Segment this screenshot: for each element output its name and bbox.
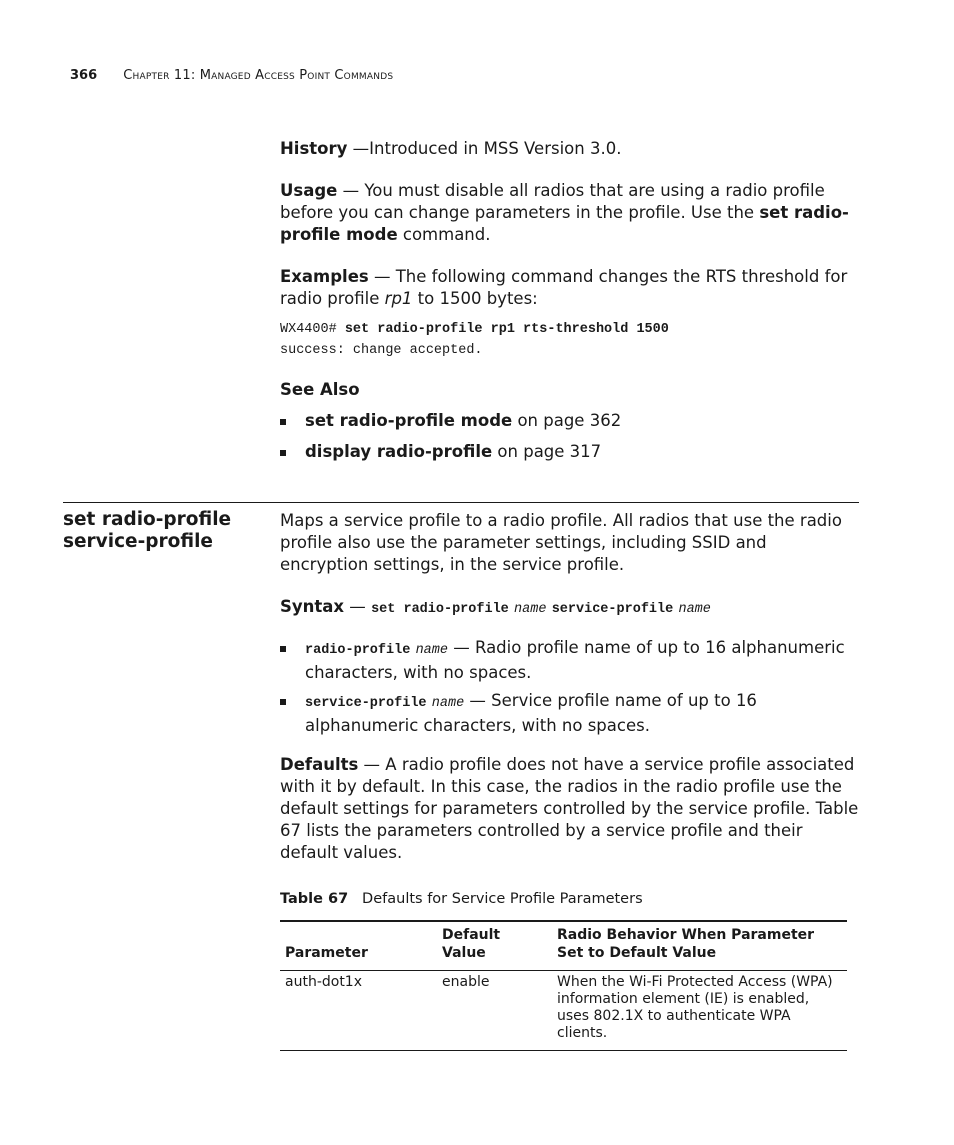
history-label: History xyxy=(280,139,348,158)
param-keyword: radio-profile xyxy=(305,643,411,658)
column-header: Default Value xyxy=(437,921,552,971)
syntax-dash: — xyxy=(344,597,372,616)
column-header: Parameter xyxy=(280,921,437,971)
syntax-argument: name xyxy=(678,602,711,617)
history-text: —Introduced in MSS Version 3.0. xyxy=(347,139,622,158)
table-caption-label: Table 67 xyxy=(280,891,349,907)
table-caption-text: Defaults for Service Profile Parameters xyxy=(362,891,643,907)
defaults-text: — A radio profile does not have a service profile associated with it by default. In this case, the radios in the radio profile use the default settings for parameters controlled by the service profile. Table 67 lists the parameters controlled by a service profile and their default values. xyxy=(280,755,859,862)
see-also-item xyxy=(280,441,860,463)
defaults-table xyxy=(280,920,847,1051)
section-heading-line1: set radio-profile xyxy=(63,509,232,530)
param-item xyxy=(280,637,860,684)
see-also-link[interactable]: set radio-profile mode xyxy=(305,411,513,430)
usage-command: set radio-profile mode xyxy=(280,203,849,244)
examples-text-before: — The following command changes the RTS threshold for radio profile xyxy=(280,267,848,308)
param-keyword: service-profile xyxy=(305,696,427,711)
syntax-label: Syntax xyxy=(280,597,345,616)
section-heading-line2: service-profile xyxy=(63,531,213,552)
examples-label: Examples xyxy=(280,267,369,286)
bullet-icon xyxy=(280,419,286,425)
see-also-heading: See Also xyxy=(280,380,360,399)
syntax-argument: name xyxy=(514,602,547,617)
table-header-row xyxy=(280,921,847,971)
defaults-paragraph xyxy=(280,754,860,864)
usage-label: Usage xyxy=(280,181,338,200)
example-code-block xyxy=(280,319,669,361)
section-description: Maps a service profile to a radio profile. All radios that use the radio profile also use the parameter settings, including SSID and encryption settings, in the service profile. xyxy=(280,511,842,574)
param-item xyxy=(280,690,860,737)
syntax-keyword: service-profile xyxy=(551,602,674,617)
see-also-item xyxy=(280,410,860,432)
param-description: — Service profile name of up to 16 alphanumeric characters, with no spaces. xyxy=(305,691,757,735)
code-prompt: WX4400# xyxy=(280,322,345,337)
table-caption xyxy=(280,891,643,907)
table-cell: enable xyxy=(437,971,552,1051)
table-cell: When the Wi-Fi Protected Access (WPA) information element (IE) is enabled, uses 802.1X to authenticate WPA clients. xyxy=(552,971,847,1051)
code-output: success: change accepted. xyxy=(280,343,483,358)
examples-italic: rp1 xyxy=(384,289,413,308)
column-header: Radio Behavior When Parameter Set to Default Value xyxy=(552,921,847,971)
table-cell: auth-dot1x xyxy=(280,971,437,1051)
param-argument: name xyxy=(415,643,448,658)
see-also-page: on page 362 xyxy=(512,411,622,430)
usage-text-after: command. xyxy=(397,225,491,244)
see-also-link[interactable]: display radio-profile xyxy=(305,442,493,461)
page-header xyxy=(70,68,393,83)
examples-text-after: to 1500 bytes: xyxy=(412,289,538,308)
see-also-page: on page 317 xyxy=(492,442,602,461)
table-row xyxy=(280,971,847,1051)
defaults-label: Defaults xyxy=(280,755,359,774)
section-heading xyxy=(63,509,263,553)
bullet-icon xyxy=(280,646,286,652)
param-argument: name xyxy=(431,696,465,711)
section-divider xyxy=(63,502,859,503)
usage-paragraph xyxy=(280,180,860,246)
history-paragraph xyxy=(280,138,860,160)
bullet-icon xyxy=(280,699,286,705)
syntax-keyword: set radio-profile xyxy=(371,602,509,617)
examples-paragraph xyxy=(280,266,860,310)
syntax-line xyxy=(280,596,860,621)
page-number: 366 xyxy=(70,68,98,83)
code-command: set radio-profile rp1 rts-threshold 1500 xyxy=(344,322,669,337)
chapter-title: Chapter 11: Managed Access Point Commands xyxy=(123,68,394,83)
param-description: — Radio profile name of up to 16 alphanumeric characters, with no spaces. xyxy=(305,638,845,682)
usage-text-before: — You must disable all radios that are using a radio profile before you can change parameters in the profile. Use the xyxy=(280,181,825,222)
bullet-icon xyxy=(280,450,286,456)
